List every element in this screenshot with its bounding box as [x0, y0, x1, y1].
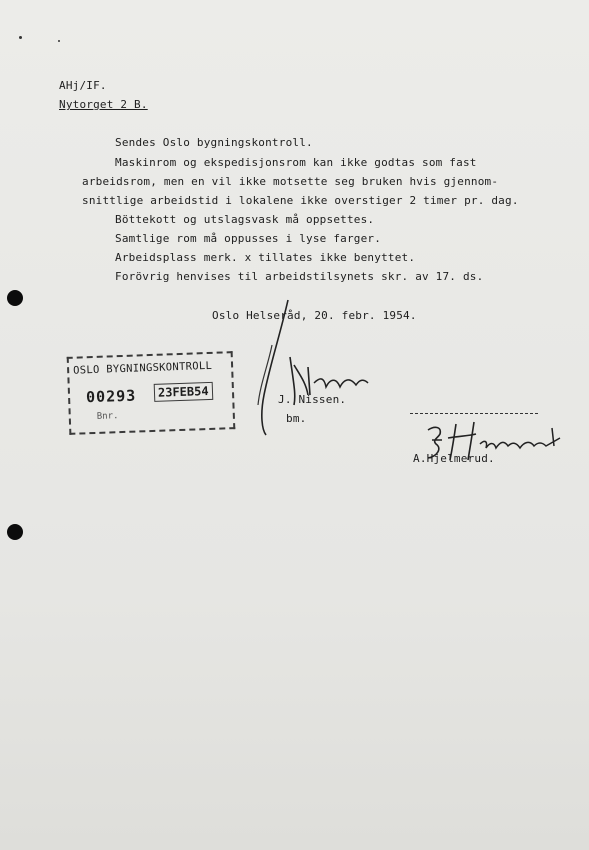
- paper-speck: [19, 36, 22, 39]
- body-line: Böttekott og utslagsvask må oppsettes.: [115, 213, 375, 226]
- signatory-1-title: bm.: [286, 412, 307, 425]
- stamp-date: 23FEB54: [154, 382, 213, 402]
- body-line: arbeidsrom, men en vil ikke motsette seg bruken hvis gjennom-: [82, 175, 499, 188]
- stamp-number: 00293: [85, 386, 137, 407]
- signatory-1-name: J. Nissen.: [278, 393, 347, 406]
- address-line: Nytorget 2 B.: [59, 98, 148, 111]
- place-date: Oslo Helseråd, 20. febr. 1954.: [212, 309, 417, 322]
- punch-hole: [7, 524, 23, 540]
- punch-hole: [7, 290, 23, 306]
- stamp-title: OSLO BYGNINGSKONTROLL: [72, 359, 213, 377]
- reference-code: AHj/IF.: [59, 79, 107, 92]
- signature-line: [410, 413, 538, 414]
- body-line: Forövrig henvises til arbeidstilsynets skr. av 17. ds.: [115, 270, 484, 283]
- stamp-footer: Bnr.: [96, 411, 119, 422]
- signature-nissen: [250, 295, 370, 445]
- body-line: Maskinrom og ekspedisjonsrom kan ikke godtas som fast: [115, 156, 477, 169]
- body-line: Samtlige rom må oppusses i lyse farger.: [115, 232, 382, 245]
- body-line: Sendes Oslo bygningskontroll.: [115, 136, 313, 149]
- registry-stamp: [67, 351, 236, 435]
- body-line: Arbeidsplass merk. x tillates ikke benyttet.: [115, 251, 416, 264]
- body-line: snittlige arbeidstid i lokalene ikke overstiger 2 timer pr. dag.: [82, 194, 519, 207]
- paper-speck: [58, 40, 60, 42]
- signatory-2-name: A.Hjelmerud.: [413, 452, 495, 465]
